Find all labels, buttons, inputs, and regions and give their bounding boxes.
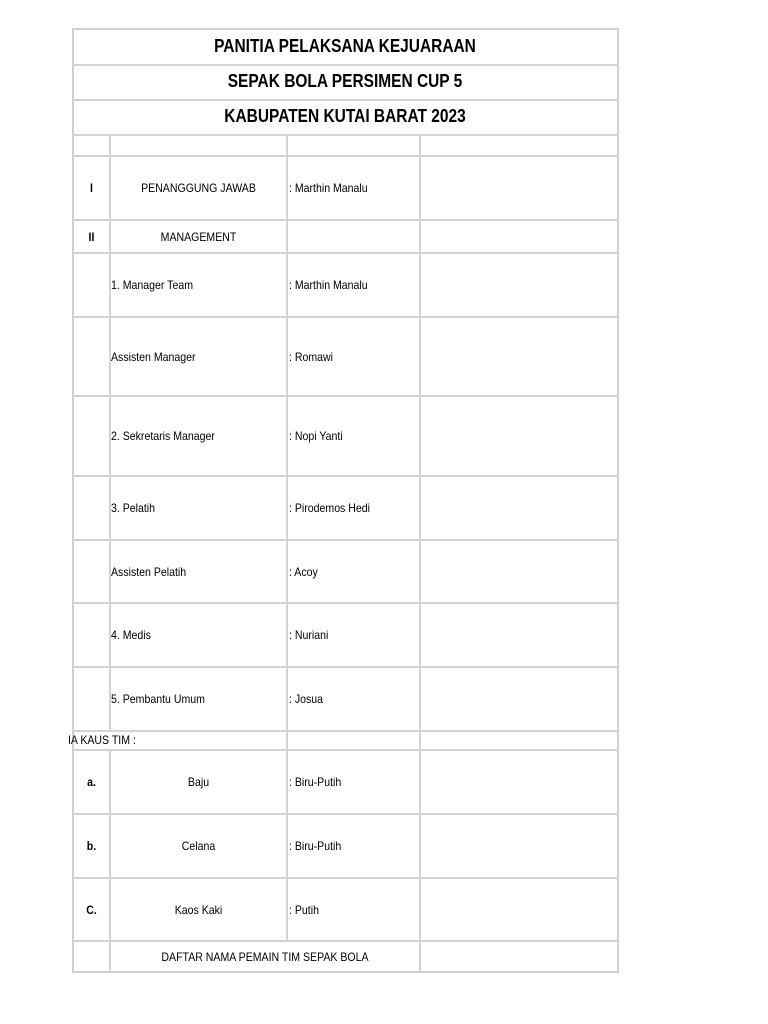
row-divider bbox=[72, 134, 619, 136]
player-list-heading: DAFTAR NAMA PEMAIN TIM SEPAK BOLA bbox=[161, 949, 369, 964]
row-label: PENANGGUNG JAWAB bbox=[141, 181, 256, 195]
row-value: : Nopi Yanti bbox=[289, 429, 343, 443]
row-value: : Marthin Manalu bbox=[289, 278, 368, 292]
row-label: 5. Pembantu Umum bbox=[111, 692, 205, 706]
row-value: : Acoy bbox=[289, 564, 318, 579]
col-divider bbox=[109, 749, 111, 971]
row-value: : Nuriani bbox=[289, 628, 329, 642]
row-label: 1. Manager Team bbox=[111, 278, 193, 292]
kaus-section-header: IA KAUS TIM : bbox=[68, 733, 136, 747]
kaus-row-label: Baju bbox=[187, 775, 210, 789]
kaus-row-letter: C. bbox=[86, 902, 97, 917]
kaus-row-value: : Biru-Putih bbox=[289, 775, 342, 789]
row-label: 4. Medis bbox=[111, 628, 151, 642]
row-value: : Pirodemos Hedi bbox=[289, 501, 371, 515]
title-line-1: PANITIA PELAKSANA KEJUARAAN bbox=[214, 36, 476, 56]
col-divider bbox=[286, 134, 288, 940]
row-value: : Romawi bbox=[289, 349, 334, 364]
row-label: 2. Sekretaris Manager bbox=[111, 429, 215, 443]
title-line-3: KABUPATEN KUTAI BARAT 2023 bbox=[224, 106, 466, 126]
kaus-row-letter: a. bbox=[87, 775, 96, 789]
kaus-row-letter: b. bbox=[86, 839, 97, 853]
row-label: Assisten Pelatih bbox=[111, 564, 187, 579]
row-value: : Josua bbox=[289, 692, 324, 706]
title-line-2: SEPAK BOLA PERSIMEN CUP 5 bbox=[227, 71, 463, 91]
kaus-row-label: Kaos Kaki bbox=[174, 902, 223, 917]
row-number: I bbox=[90, 181, 93, 195]
kaus-row-value: : Biru-Putih bbox=[289, 839, 342, 853]
row-label: Assisten Manager bbox=[111, 349, 196, 364]
kaus-row-value: : Putih bbox=[289, 902, 319, 917]
row-label: MANAGEMENT bbox=[160, 229, 237, 244]
kaus-row-label: Celana bbox=[181, 839, 216, 853]
row-label: 3. Pelatih bbox=[111, 501, 156, 515]
row-value bbox=[289, 221, 403, 252]
row-value: : Marthin Manalu bbox=[289, 181, 368, 195]
row-number: II bbox=[88, 229, 95, 244]
col-divider bbox=[419, 134, 421, 971]
